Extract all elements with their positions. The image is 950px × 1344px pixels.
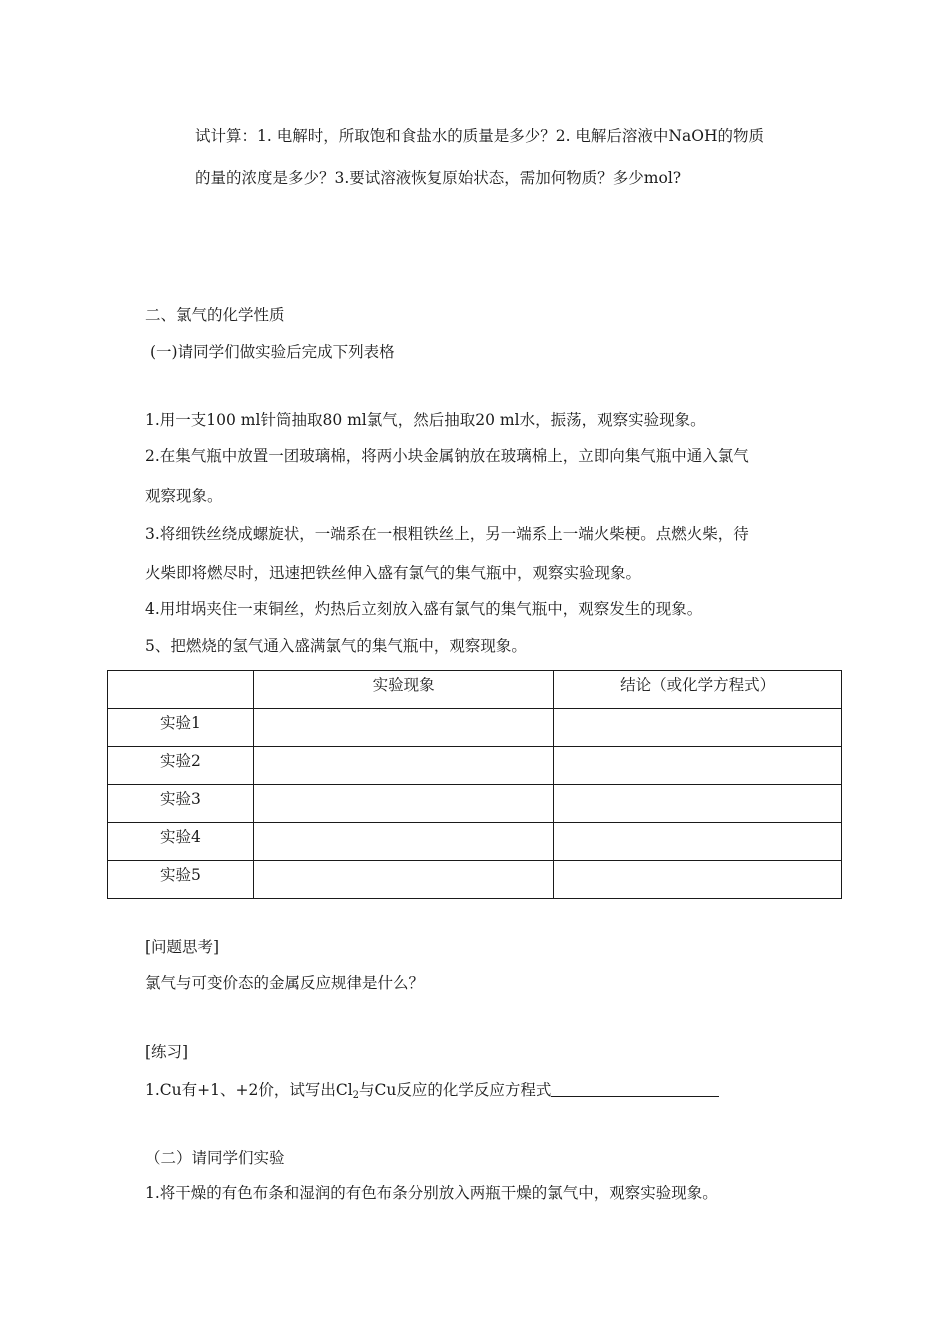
- question-label: [问题思考]: [145, 938, 220, 956]
- conclusion-cell[interactable]: [554, 861, 842, 899]
- answer-blank[interactable]: [551, 1080, 719, 1097]
- conclusion-cell[interactable]: [554, 823, 842, 861]
- experiment-1: 1.用一支100 ml针筒抽取80 ml氯气，然后抽取20 ml水，振荡，观察实验现象。: [145, 411, 706, 429]
- practice-label: [练习]: [145, 1043, 189, 1061]
- table-row: [108, 861, 842, 899]
- section-subtitle: (一)请同学们做实验后完成下列表格: [150, 343, 395, 361]
- table-header-row: [108, 671, 842, 709]
- practice-q1-prefix: 1.Cu有+1、+2价，试写出Cl: [145, 1081, 353, 1099]
- table-row: [108, 709, 842, 747]
- row-label: 实验2: [108, 747, 254, 785]
- row-label: 实验4: [108, 823, 254, 861]
- table-row: [108, 785, 842, 823]
- question-text: 氯气与可变价态的金属反应规律是什么？: [145, 974, 425, 992]
- conclusion-cell[interactable]: [554, 785, 842, 823]
- phenomenon-cell[interactable]: [253, 861, 554, 899]
- section-title: 二、氯气的化学性质: [145, 306, 285, 324]
- experiment-2-line-1: 2.在集气瓶中放置一团玻璃棉，将两小块金属钠放在玻璃棉上，立即向集气瓶中通入氯气: [145, 447, 749, 465]
- header-cell-conclusion: 结论（或化学方程式）: [554, 671, 842, 709]
- row-label: 实验3: [108, 785, 254, 823]
- phenomenon-cell[interactable]: [253, 709, 554, 747]
- table-row: [108, 823, 842, 861]
- phenomenon-cell[interactable]: [253, 823, 554, 861]
- experiment-4: 4.用坩埚夹住一束铜丝，灼热后立刻放入盛有氯气的集气瓶中，观察发生的现象。: [145, 600, 703, 618]
- header-cell-empty: [108, 671, 254, 709]
- practice-q1-subscript: 2: [352, 1090, 360, 1101]
- experiment-2-line-2: 观察现象。: [145, 487, 223, 505]
- calc-line-1: 试计算：1. 电解时，所取饱和食盐水的质量是多少？2. 电解后溶液中NaOH的物质: [195, 127, 764, 145]
- table-row: [108, 747, 842, 785]
- practice-q1-suffix: 与Cu反应的化学反应方程式: [359, 1081, 552, 1099]
- row-label: 实验1: [108, 709, 254, 747]
- experiment-3-line-2: 火柴即将燃尽时，迅速把铁丝伸入盛有氯气的集气瓶中，观察实验现象。: [145, 564, 642, 582]
- part2-title: （二）请同学们实验: [145, 1149, 285, 1167]
- part2-experiment-1: 1.将干燥的有色布条和湿润的有色布条分别放入两瓶干燥的氯气中，观察实验现象。: [145, 1184, 718, 1202]
- conclusion-cell[interactable]: [554, 709, 842, 747]
- header-cell-phenomenon: 实验现象: [253, 671, 554, 709]
- experiment-5: 5、把燃烧的氢气通入盛满氯气的集气瓶中，观察现象。: [145, 637, 527, 655]
- calc-line-2: 的量的浓度是多少？3.要试溶液恢复原始状态，需加何物质？多少mol?: [195, 169, 682, 187]
- conclusion-cell[interactable]: [554, 747, 842, 785]
- phenomenon-cell[interactable]: [253, 785, 554, 823]
- row-label: 实验5: [108, 861, 254, 899]
- experiment-3-line-1: 3.将细铁丝绕成螺旋状，一端系在一根粗铁丝上，另一端系上一端火柴梗。点燃火柴，待: [145, 525, 749, 543]
- practice-question-1: [145, 1080, 719, 1100]
- phenomenon-cell[interactable]: [253, 747, 554, 785]
- results-table: [107, 670, 842, 899]
